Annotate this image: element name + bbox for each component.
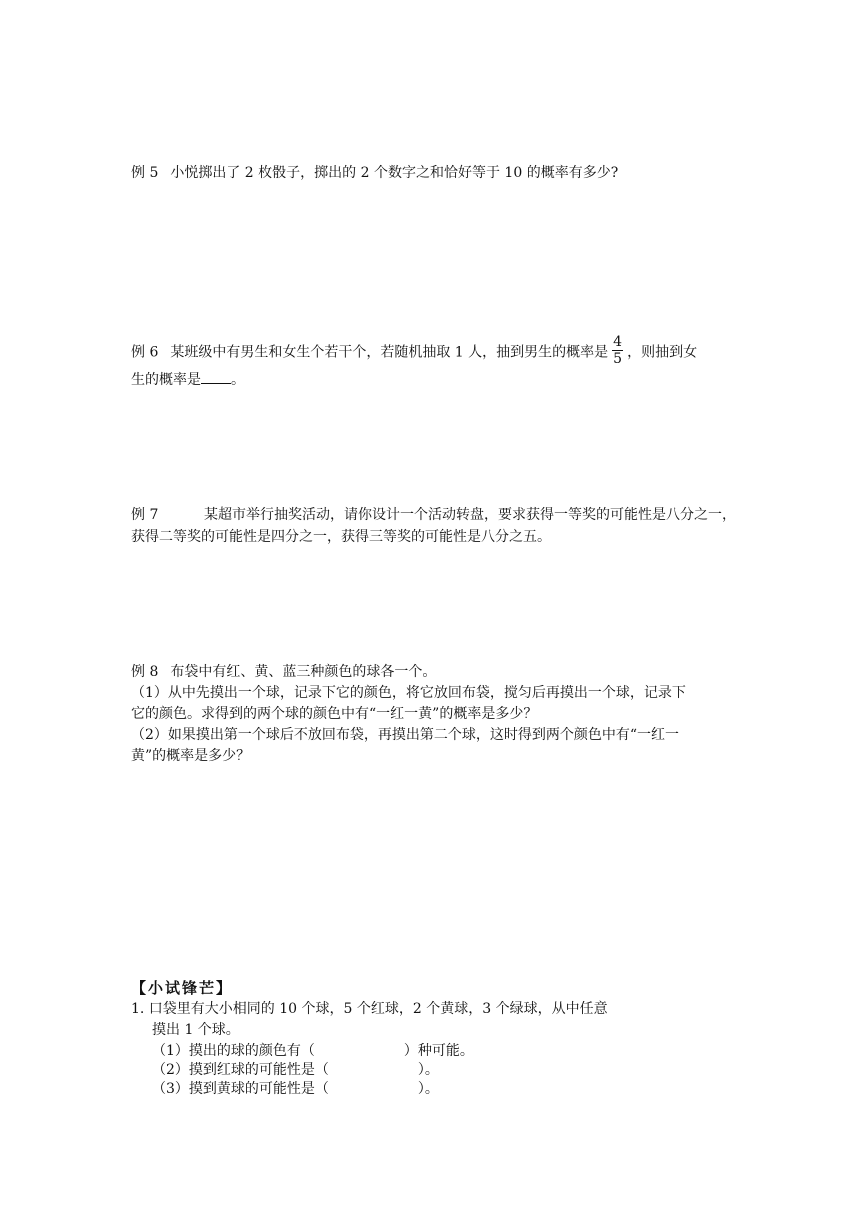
example-8-line5: 黄”的概率是多少？ xyxy=(131,748,251,764)
example-6-text: 某班级中有男生和女生个若干个，若随机抽取 1 人，抽到男生的概率是 xyxy=(170,344,609,361)
example-5-label: 例 5 xyxy=(131,165,159,181)
example-7-line1 xyxy=(131,505,736,525)
question-1-sub2: （2）摸到红球的可能性是（ ）。 xyxy=(152,1062,439,1078)
example-7-line2: 获得二等奖的可能性是四分之一，获得三等奖的可能性是八分之五。 xyxy=(131,529,551,545)
question-1-sub3: （3）摸到黄球的可能性是（ ）。 xyxy=(152,1081,439,1097)
example-6-line2-end: 。 xyxy=(231,372,245,388)
question-1-line2: 摸出 1 个球。 xyxy=(152,1022,240,1038)
example-6-label: 例 6 xyxy=(131,344,159,361)
example-8-text: 布袋中有红、黄、蓝三种颜色的球各一个。 xyxy=(170,664,437,680)
example-8-line2: （1）从中先摸出一个球，记录下它的颜色，将它放回布袋，搅匀后再摸出一个球，记录下 xyxy=(131,685,686,701)
question-1-line1: 1. 口袋里有大小相同的 10 个球，5 个红球，2 个黄球，3 个绿球，从中任意 xyxy=(131,1001,608,1017)
example-6-line1 xyxy=(131,336,697,369)
example-8-line4: （2）如果摸出第一个球后不放回布袋，再摸出第二个球，这时得到两个颜色中有“一红一 xyxy=(131,727,680,743)
example-6-line2-text: 生的概率是 xyxy=(131,372,201,388)
example-6-text-after: ，则抽到女 xyxy=(627,344,698,361)
fraction xyxy=(612,334,623,367)
answer-blank xyxy=(201,369,231,384)
example-8-line3: 它的颜色。求得到的两个球的颜色中有“一红一黄”的概率是多少？ xyxy=(131,706,538,722)
example-8-label: 例 8 xyxy=(131,664,159,680)
example-5 xyxy=(131,163,618,183)
fraction-denominator: 5 xyxy=(613,351,623,367)
section-heading: 【小试锋芒】 xyxy=(131,979,234,997)
question-1-sub1: （1）摸出的球的颜色有（ ）种可能。 xyxy=(152,1043,474,1059)
example-7-label: 例 7 xyxy=(131,507,159,523)
fraction-numerator: 4 xyxy=(613,334,623,350)
example-7-text: 某超市举行抽奖活动，请你设计一个活动转盘，要求获得一等奖的可能性是八分之一， xyxy=(204,507,736,523)
example-5-text: 小悦掷出了 2 枚骰子，掷出的 2 个数字之和恰好等于 10 的概率有多少? xyxy=(170,165,619,181)
example-8-line1 xyxy=(131,662,436,682)
example-6-line2 xyxy=(131,369,245,390)
